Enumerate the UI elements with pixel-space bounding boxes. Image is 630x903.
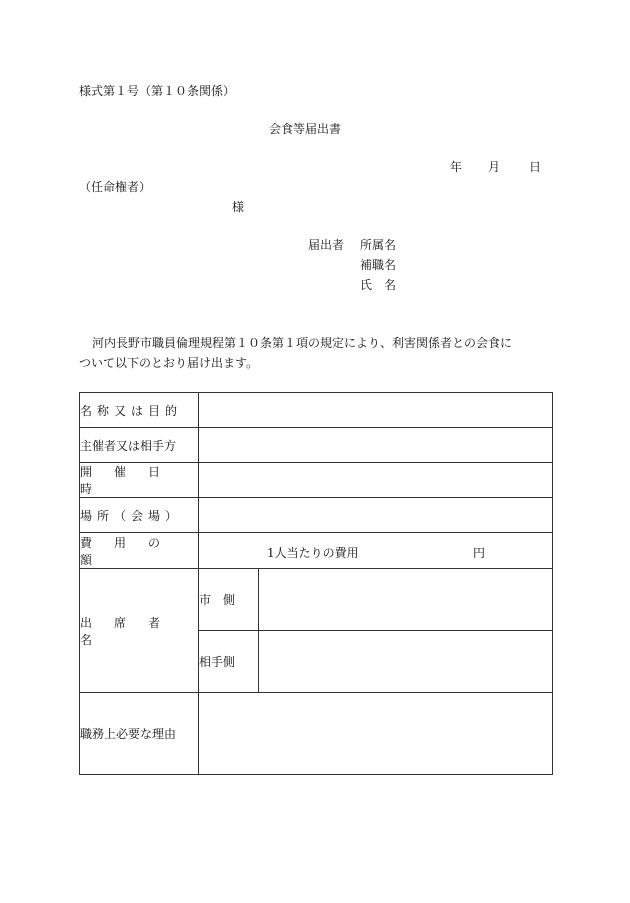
department-label: 所属名 — [360, 238, 397, 252]
city-side-field[interactable] — [259, 569, 553, 631]
city-side-label: 市 側 — [199, 569, 259, 631]
counter-side-label: 相手側 — [199, 631, 259, 693]
attendees-label: 出席者名 — [80, 569, 199, 693]
cost-label: 費用の額 — [80, 533, 199, 569]
reason-field[interactable] — [199, 693, 553, 775]
venue-field[interactable] — [199, 498, 553, 533]
datetime-label: 開催日時 — [80, 463, 199, 498]
purpose-field[interactable] — [199, 393, 553, 428]
date-year: 年 — [450, 160, 463, 174]
counter-side-field[interactable] — [259, 631, 553, 693]
document-title: 会食等届出書 — [269, 122, 342, 136]
datetime-field[interactable] — [199, 463, 553, 498]
purpose-label: 名称又は目的 — [80, 393, 199, 428]
body-text-line-1: 河内長野市職員倫理規程第１０条第１項の規定により、利害関係者との会食に — [92, 336, 513, 350]
body-text-line-2: ついて以下のとおり届け出ます。 — [79, 356, 259, 370]
date-month: 月 — [488, 160, 501, 174]
cost-field[interactable] — [199, 533, 553, 569]
cost-per-person-label: 1人当たりの費用 — [267, 546, 359, 560]
date-day: 日 — [529, 160, 542, 174]
reason-label: 職務上必要な理由 — [80, 693, 199, 775]
venue-label: 場所（会場） — [80, 498, 199, 533]
form-number: 様式第１号（第１０条関係） — [79, 84, 236, 98]
position-label: 補職名 — [360, 258, 397, 272]
appointer-label: （任命権者） — [79, 180, 152, 194]
host-field[interactable] — [199, 428, 553, 463]
honorific-sama: 様 — [232, 200, 245, 214]
yen-label: 円 — [473, 546, 486, 560]
name-label: 氏 名 — [360, 278, 397, 292]
report-form-table — [79, 392, 553, 775]
submitter-label: 届出者 — [308, 238, 345, 252]
host-label: 主催者又は相手方 — [80, 428, 199, 463]
